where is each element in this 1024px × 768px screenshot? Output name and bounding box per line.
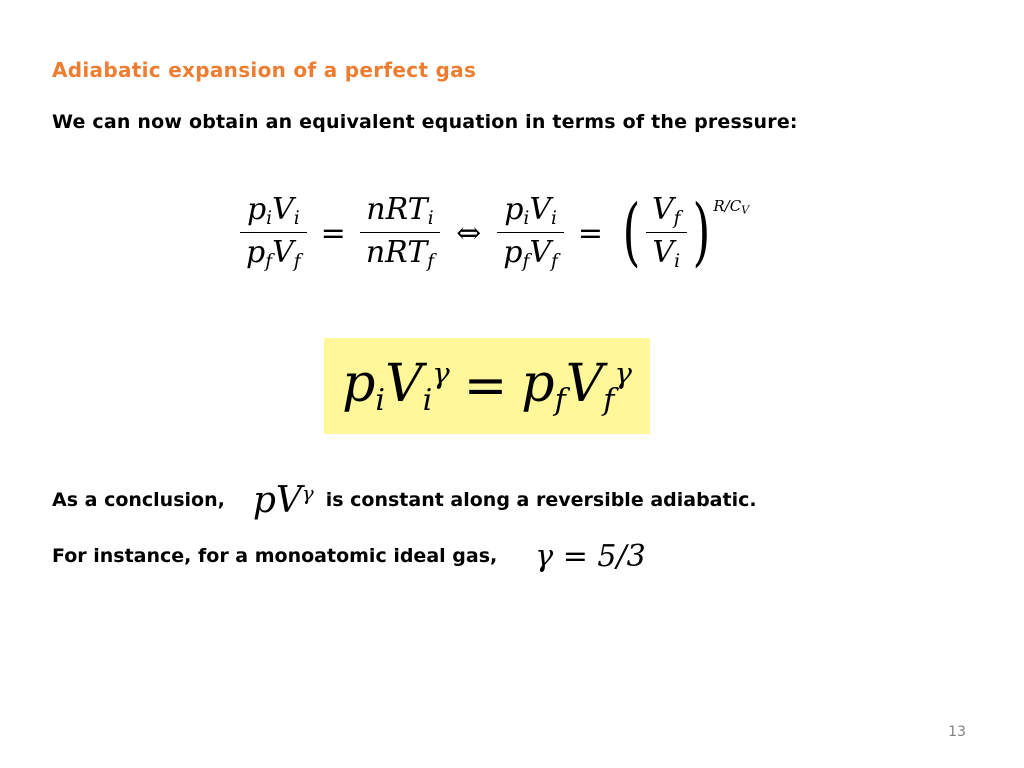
left-hand-side <box>342 354 450 418</box>
fraction-pV-over-pV-left <box>240 193 307 273</box>
page-number: 13 <box>948 724 966 740</box>
symbol-p: p <box>504 191 524 227</box>
subscript-f: f <box>551 251 558 273</box>
highlighted-equation-box <box>324 338 650 434</box>
inline-math-gamma-value: γ = 5/3 <box>535 539 646 574</box>
fraction-pV-over-pV-right <box>497 193 564 273</box>
subscript-f: f <box>265 251 273 273</box>
symbol-p: p <box>246 191 267 227</box>
symbol-V: V <box>651 191 674 227</box>
symbol-nRT: nRT <box>365 235 428 270</box>
inline-math-pV-gamma <box>225 480 326 521</box>
subscript-i: i <box>422 383 433 419</box>
subscript-i: i <box>293 208 300 230</box>
right-parenthesis: ) <box>691 189 710 276</box>
subscript-i: i <box>427 208 434 230</box>
symbol-V: V <box>565 353 604 414</box>
symbol-V: V <box>272 235 294 270</box>
right-hand-side <box>521 354 632 418</box>
exponent-subscript-V: V <box>741 203 750 217</box>
fraction-numerator <box>497 193 564 233</box>
conclusion-suffix: is constant along a reversible adiabatic. <box>325 489 757 511</box>
conclusion-line <box>52 474 757 521</box>
symbol-V: V <box>385 353 423 414</box>
fraction-nRT-ratio <box>360 193 440 273</box>
main-equation <box>240 178 749 288</box>
superscript-gamma: γ <box>614 355 632 390</box>
subscript-f: f <box>427 251 435 273</box>
fraction-numerator <box>360 193 440 233</box>
equals-sign: = <box>463 356 508 416</box>
exponent-text: R/C <box>713 196 742 215</box>
subscript-f: f <box>673 208 681 230</box>
subscript-i: i <box>523 208 530 230</box>
slide-title: Adiabatic expansion of a perfect gas <box>52 58 477 82</box>
lead-paragraph: We can now obtain an equivalent equation in terms of the pressure: <box>52 111 798 133</box>
fraction-denominator <box>646 233 687 273</box>
subscript-i: i <box>375 383 386 419</box>
symbol-p: p <box>503 235 523 270</box>
fraction-numerator <box>646 193 687 233</box>
instance-line <box>52 535 646 574</box>
subscript-i: i <box>551 208 557 230</box>
symbol-V: V <box>272 191 294 227</box>
superscript-gamma: γ <box>301 482 314 506</box>
subscript-i: i <box>674 251 681 273</box>
fraction-denominator <box>360 233 440 273</box>
subscript-f: f <box>554 383 566 419</box>
symbol-V: V <box>652 235 675 270</box>
fraction-Vf-over-Vi <box>646 193 687 273</box>
symbol-p: p <box>342 353 376 414</box>
fraction-denominator <box>497 233 564 273</box>
fraction-numerator <box>240 193 307 233</box>
symbol-V: V <box>275 480 302 521</box>
iff-symbol: ⇔ <box>456 215 482 251</box>
subscript-f: f <box>293 251 301 273</box>
left-parenthesis: ( <box>622 189 641 276</box>
equals-sign-2: = <box>577 215 604 251</box>
superscript-gamma: γ <box>432 355 450 390</box>
fraction-denominator <box>240 233 307 273</box>
symbol-nRT: nRT <box>366 191 428 227</box>
conclusion-prefix: As a conclusion, <box>52 489 225 511</box>
subscript-f: f <box>603 383 615 419</box>
symbol-V: V <box>529 191 552 227</box>
symbol-p: p <box>246 235 266 270</box>
symbol-V: V <box>529 235 552 270</box>
instance-prefix: For instance, for a monoatomic ideal gas, <box>52 545 498 567</box>
symbol-p: p <box>521 353 555 414</box>
exponent-R-over-Cv <box>713 197 749 217</box>
parenthesized-power-term <box>617 189 750 276</box>
equals-sign: = <box>320 215 346 251</box>
symbol-p: p <box>252 480 276 521</box>
subscript-f: f <box>522 251 530 273</box>
subscript-i: i <box>266 208 273 230</box>
